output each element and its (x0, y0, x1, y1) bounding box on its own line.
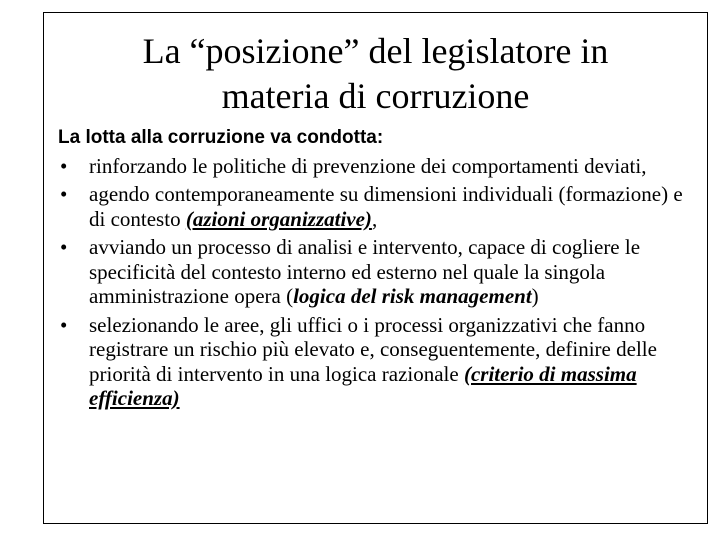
bullet-4-text: selezionando le aree, gli uffici o i processi organizzativi che fanno registrare un rischio più elevato e, conseguentemente, definire delle priorità di intervento in una logica razionale (89, 312, 657, 386)
bullet-2-text-end: , (371, 206, 378, 231)
bullet-3-text-end: ) (531, 284, 539, 308)
slide (43, 12, 708, 524)
slide-title-line-2: materia di corruzione (221, 76, 530, 116)
bullet-marker: • (60, 182, 68, 206)
bullet-3-emphasis: logica del risk management (293, 284, 532, 308)
slide-title-line-1: La “posizione” del legislatore in (142, 31, 609, 71)
intro-text: La lotta alla corruzione va condotta: (58, 127, 384, 148)
slide-title (44, 29, 707, 119)
bullet-list (58, 154, 698, 411)
bullet-item-1 (58, 154, 698, 179)
bullet-item-3 (58, 235, 698, 309)
bullet-2-text: agendo contemporaneamente su dimensioni individuali (formazione) e di contesto (89, 182, 683, 231)
bullet-2-emphasis: (azioni organizzative) (185, 206, 372, 231)
bullet-4-emphasis: (criterio di massima efficienza) (89, 361, 637, 410)
bullet-item-2 (58, 182, 698, 231)
bullet-marker: • (60, 312, 68, 337)
bullet-item-4 (58, 313, 698, 411)
bullet-marker: • (60, 153, 68, 178)
bullet-1-text: rinforzando le politiche di prevenzione dei comportamenti deviati, (89, 153, 647, 178)
bullet-3-text: avviando un processo di analisi e intervento, capace di cogliere le specificità del contesto interno ed esterno nel quale la singola amministrazione opera ( (89, 235, 641, 308)
bullet-marker: • (60, 235, 68, 259)
slide-body (58, 126, 698, 415)
